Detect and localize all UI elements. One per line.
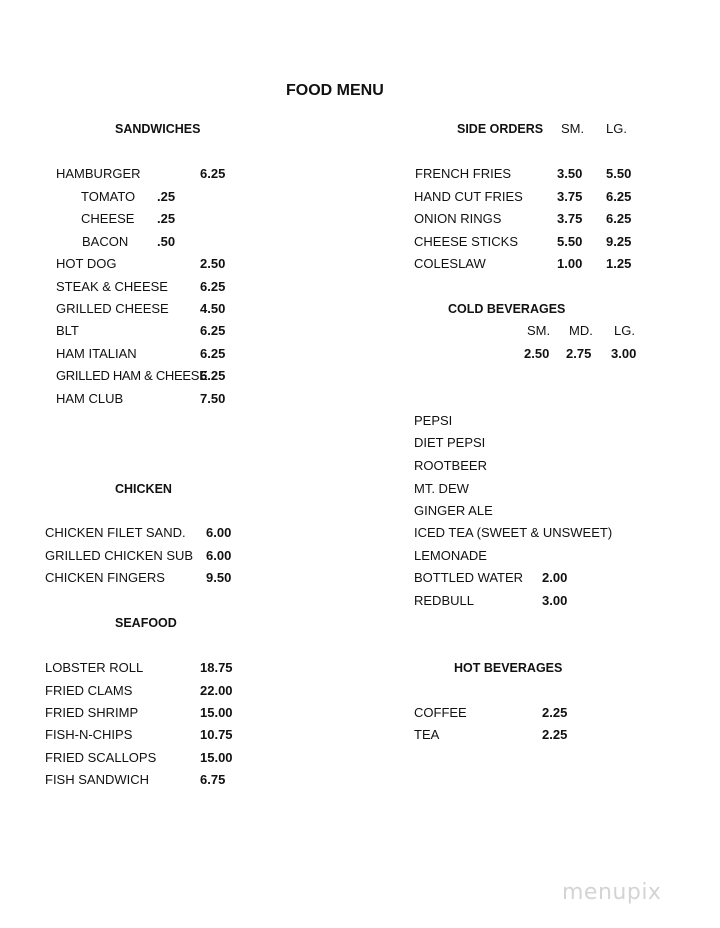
chicken-header: CHICKEN xyxy=(115,482,172,496)
item-price: 2.00 xyxy=(542,570,568,585)
item-price: 6.25 xyxy=(200,323,226,338)
item-price: 18.75 xyxy=(200,660,233,675)
side-orders-header: SIDE ORDERS xyxy=(457,122,544,136)
item-name: FRIED SCALLOPS xyxy=(45,750,157,765)
cold-bev-sm-label: SM. xyxy=(527,323,551,338)
cold-bev-lg-price: 3.00 xyxy=(611,346,637,361)
item-name: CHICKEN FILET SAND. xyxy=(45,525,186,540)
item-price-lg: 5.50 xyxy=(606,166,632,181)
item-price-lg: 9.25 xyxy=(606,234,632,249)
side-orders-sm-label: SM. xyxy=(561,121,585,136)
item-name: ICED TEA (SWEET & UNSWEET) xyxy=(414,525,613,540)
item-name: LOBSTER ROLL xyxy=(45,660,144,675)
item-price: 10.75 xyxy=(200,727,233,742)
item-price: 9.50 xyxy=(206,570,232,585)
item-price-lg: 1.25 xyxy=(606,256,632,271)
item-name: CHEESE STICKS xyxy=(414,234,519,249)
item-price: 6.75 xyxy=(200,772,226,787)
item-name: GRILLED HAM & CHEESE xyxy=(56,368,208,383)
item-name: ROOTBEER xyxy=(414,458,487,473)
item-name: GRILLED CHICKEN SUB xyxy=(45,548,194,563)
item-price: 2.50 xyxy=(200,256,226,271)
item-price: 6.25 xyxy=(200,368,226,383)
item-name: GRILLED CHEESE xyxy=(56,301,169,316)
item-price: 2.25 xyxy=(542,705,568,720)
item-price-lg: 6.25 xyxy=(606,189,632,204)
item-name: HAND CUT FRIES xyxy=(414,189,523,204)
item-name: CHEESE xyxy=(81,211,135,226)
item-name: PEPSI xyxy=(414,413,453,428)
item-price-sm: 5.50 xyxy=(557,234,583,249)
item-name: COFFEE xyxy=(414,705,467,720)
item-price-sm: 3.75 xyxy=(557,211,583,226)
item-price: .50 xyxy=(157,234,176,249)
item-price: 2.25 xyxy=(542,727,568,742)
item-price: 15.00 xyxy=(200,750,233,765)
item-name: FRIED CLAMS xyxy=(45,683,133,698)
item-name: HOT DOG xyxy=(56,256,117,271)
item-price: 6.25 xyxy=(200,279,226,294)
item-name: COLESLAW xyxy=(414,256,486,271)
cold-bev-lg-label: LG. xyxy=(614,323,635,338)
item-price: 7.50 xyxy=(200,391,226,406)
item-price: 6.00 xyxy=(206,525,232,540)
item-price: 3.00 xyxy=(542,593,568,608)
item-name: BACON xyxy=(82,234,129,249)
item-price: .25 xyxy=(157,189,176,204)
item-price: 4.50 xyxy=(200,301,226,316)
item-name: ONION RINGS xyxy=(414,211,502,226)
page-title: FOOD MENU xyxy=(286,82,384,99)
cold-beverages-header: COLD BEVERAGES xyxy=(448,302,566,316)
item-name: DIET PEPSI xyxy=(414,435,486,450)
item-name: BOTTLED WATER xyxy=(414,570,524,585)
item-price: .25 xyxy=(157,211,176,226)
side-orders-lg-label: LG. xyxy=(606,121,627,136)
item-name: BLT xyxy=(56,323,79,338)
item-name: REDBULL xyxy=(414,593,474,608)
item-name: CHICKEN FINGERS xyxy=(45,570,165,585)
watermark-logo: menupix xyxy=(562,880,662,905)
item-name: TOMATO xyxy=(81,189,136,204)
item-price-sm: 3.50 xyxy=(557,166,583,181)
item-price: 6.00 xyxy=(206,548,232,563)
item-name: FISH SANDWICH xyxy=(45,772,149,787)
item-name: HAM ITALIAN xyxy=(56,346,137,361)
sandwiches-header: SANDWICHES xyxy=(115,122,201,136)
item-price-lg: 6.25 xyxy=(606,211,632,226)
cold-bev-sm-price: 2.50 xyxy=(524,346,550,361)
item-name: FRIED SHRIMP xyxy=(45,705,139,720)
item-name: GINGER ALE xyxy=(414,503,493,518)
item-name: TEA xyxy=(414,727,440,742)
item-price-sm: 1.00 xyxy=(557,256,583,271)
cold-bev-md-price: 2.75 xyxy=(566,346,592,361)
item-price: 22.00 xyxy=(200,683,233,698)
item-name: STEAK & CHEESE xyxy=(56,279,168,294)
item-name: HAMBURGER xyxy=(56,166,141,181)
item-name: FRENCH FRIES xyxy=(415,166,512,181)
item-price: 6.25 xyxy=(200,166,226,181)
item-price: 15.00 xyxy=(200,705,233,720)
hot-beverages-header: HOT BEVERAGES xyxy=(454,661,563,675)
item-price: 6.25 xyxy=(200,346,226,361)
item-name: HAM CLUB xyxy=(56,391,124,406)
item-name: LEMONADE xyxy=(414,548,487,563)
item-price-sm: 3.75 xyxy=(557,189,583,204)
item-name: MT. DEW xyxy=(414,481,469,496)
item-name: FISH-N-CHIPS xyxy=(45,727,133,742)
seafood-header: SEAFOOD xyxy=(115,616,177,630)
cold-bev-md-label: MD. xyxy=(569,323,593,338)
